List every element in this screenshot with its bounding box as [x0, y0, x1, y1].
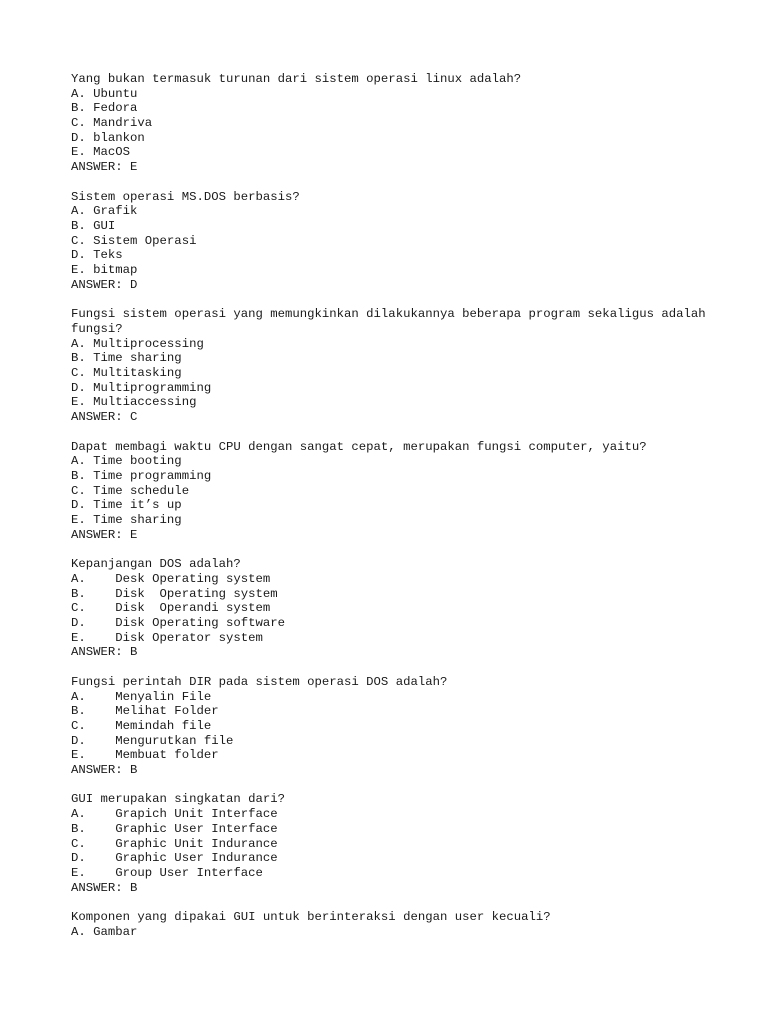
- option-a: A. Grapich Unit Interface: [71, 807, 278, 822]
- option-d: D. Disk Operating software: [71, 615, 286, 630]
- question-text: Kepanjangan DOS adalah?: [71, 557, 241, 572]
- option-e: E. Membuat folder: [71, 748, 219, 763]
- option-b: B. Fedora: [71, 101, 138, 116]
- question-text: Dapat membagi waktu CPU dengan sangat cepat, merupakan fungsi computer, yaitu?: [71, 439, 647, 454]
- question-text: Komponen yang dipakai GUI untuk berinteraksi dengan user kecuali?: [71, 910, 551, 925]
- question-block: [71, 72, 711, 175]
- question-block: [71, 910, 711, 939]
- question-text: Fungsi perintah DIR pada sistem operasi DOS adalah?: [71, 674, 448, 689]
- option-a: A. Multiprocessing: [71, 336, 204, 351]
- option-b: B. Graphic User Interface: [71, 821, 278, 836]
- answer-line: ANSWER: B: [71, 645, 138, 660]
- option-e: E. Disk Operator system: [71, 630, 263, 645]
- question-block: [71, 440, 711, 543]
- option-b: B. Time programming: [71, 468, 212, 483]
- answer-line: ANSWER: C: [71, 410, 138, 425]
- option-b: B. Time sharing: [71, 351, 182, 366]
- option-e: E. bitmap: [71, 263, 138, 278]
- document-page: [71, 72, 711, 954]
- question-block: [71, 190, 711, 293]
- option-b: B. Melihat Folder: [71, 704, 219, 719]
- question-block: [71, 675, 711, 778]
- answer-line: ANSWER: E: [71, 527, 138, 542]
- option-c: C. Sistem Operasi: [71, 233, 197, 248]
- option-a: A. Time booting: [71, 454, 182, 469]
- option-c: C. Graphic Unit Indurance: [71, 836, 278, 851]
- option-b: B. GUI: [71, 219, 116, 234]
- option-c: C. Disk Operandi system: [71, 601, 271, 616]
- option-d: D. Teks: [71, 248, 123, 263]
- answer-line: ANSWER: E: [71, 160, 138, 175]
- option-e: E. Multiaccessing: [71, 395, 197, 410]
- option-d: D. Graphic User Indurance: [71, 851, 278, 866]
- option-e: E. Group User Interface: [71, 865, 263, 880]
- option-c: C. Multitasking: [71, 366, 182, 381]
- option-e: E. MacOS: [71, 145, 131, 160]
- question-block: [71, 307, 711, 425]
- option-a: A. Menyalin File: [71, 689, 212, 704]
- option-c: C. Time schedule: [71, 483, 190, 498]
- question-text: Yang bukan termasuk turunan dari sistem operasi linux adalah?: [71, 72, 522, 86]
- question-block: [71, 557, 711, 660]
- option-a: A. Ubuntu: [71, 86, 138, 101]
- option-e: E. Time sharing: [71, 513, 182, 528]
- option-d: D. Time it’s up: [71, 498, 182, 513]
- answer-line: ANSWER: B: [71, 762, 138, 777]
- option-a: A. Gambar: [71, 924, 138, 939]
- question-block: [71, 792, 711, 895]
- question-text: GUI merupakan singkatan dari?: [71, 792, 286, 807]
- option-a: A. Grafik: [71, 204, 138, 219]
- option-d: D. Multiprogramming: [71, 380, 212, 395]
- answer-line: ANSWER: B: [71, 880, 138, 895]
- option-a: A. Desk Operating system: [71, 571, 271, 586]
- question-text: Fungsi sistem operasi yang memungkinkan dilakukannya beberapa program sekaligus adalah fungsi?: [71, 307, 706, 336]
- option-c: C. Mandriva: [71, 116, 153, 131]
- question-text: Sistem operasi MS.DOS berbasis?: [71, 189, 300, 204]
- option-d: D. Mengurutkan file: [71, 733, 234, 748]
- answer-line: ANSWER: D: [71, 277, 138, 292]
- option-b: B. Disk Operating system: [71, 586, 278, 601]
- option-c: C. Memindah file: [71, 718, 212, 733]
- option-d: D. blankon: [71, 130, 145, 145]
